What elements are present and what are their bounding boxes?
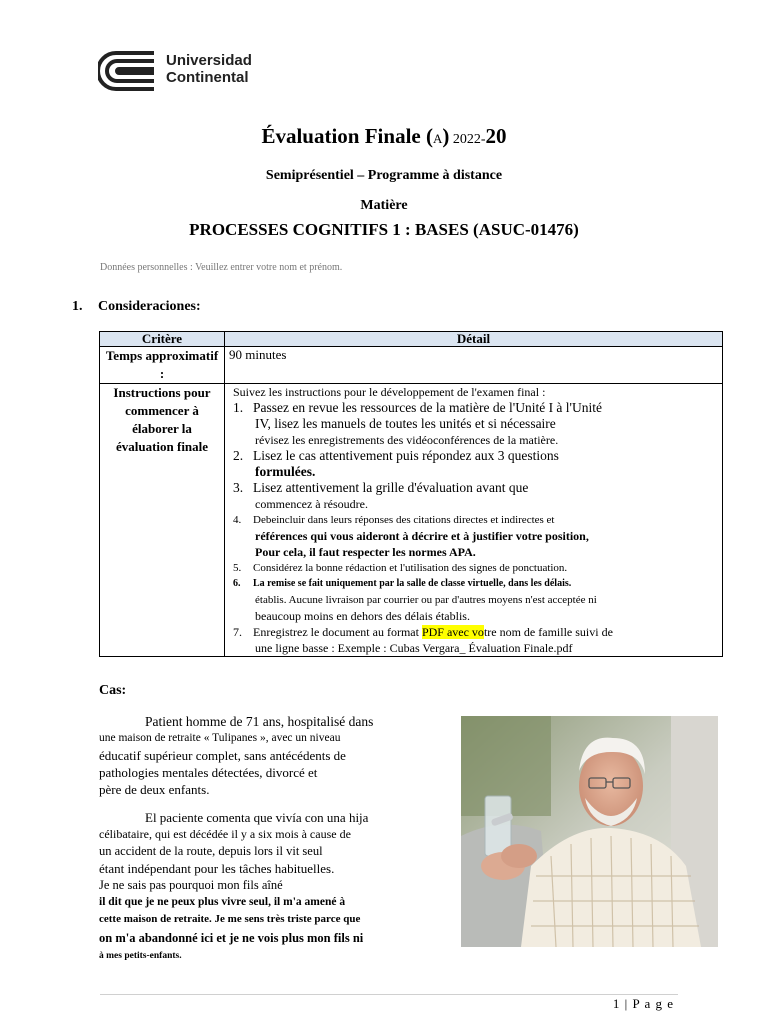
footer-divider bbox=[100, 994, 678, 995]
list-item: 3. Lisez attentivement la grille d'évaluation avant que commencez à résoudre. bbox=[233, 480, 529, 511]
logo-line-1: Universidad bbox=[166, 52, 252, 69]
time-label: Temps approximatif : bbox=[100, 347, 225, 384]
list-item: 4. Debeincluir dans leurs réponses des citations directes et indirectes et références qui vous aideront à décrire et à justifier votre position, Pour cela, il faut respecter les normes APA. bbox=[233, 514, 589, 559]
university-logo bbox=[98, 48, 258, 94]
list-item: 6. La remise se fait uniquement par la salle de classe virtuelle, dans les délais. établis. Aucune livraison par courrier ou par d'autres moyens n'est acceptée ni beaucoup moins en dehors des délais établis. bbox=[233, 578, 597, 623]
instructions-list bbox=[229, 400, 718, 656]
table-row bbox=[100, 384, 723, 657]
subtitle: Semiprésentiel – Programme à distance bbox=[265, 168, 503, 183]
logo-line-2: Continental bbox=[166, 69, 249, 86]
table-header: Détail bbox=[225, 332, 723, 347]
case-paragraph-1: Patient homme de 71 ans, hospitalisé dans une maison de retraite « Tulipanes », avec un niveau éducatif supérieur complet, sans antécédents de pathologies mentales détectées, divorcé et père de deux enfants. bbox=[99, 714, 374, 797]
logo-emblem-icon bbox=[98, 50, 158, 92]
table-header: Critère bbox=[100, 332, 225, 347]
personal-data-field[interactable]: Données personnelles : Veuillez entrer votre nom et prénom. bbox=[100, 262, 343, 273]
list-item: 2. Lisez le cas attentivement puis répondez aux 3 questions formulées. bbox=[233, 448, 559, 479]
instructions-cell bbox=[225, 384, 723, 657]
table-header-row bbox=[100, 332, 723, 347]
list-item: 7. Enregistrez le document au format PDF avec votre nom de famille suivi de une ligne basse : Exemple : Cubas Vergara_ Évaluation Finale.pdf bbox=[233, 625, 613, 655]
table-row bbox=[100, 347, 723, 384]
instructions-intro: Suivez les instructions pour le développement de l'examen final : bbox=[233, 385, 546, 399]
list-item: 1. Passez en revue les ressources de la matière de l'Unité I à l'Unité IV, lisez les manuels de toutes les unités et si nécessaire révisez les enregistrements des vidéoconférences de la matière. bbox=[233, 400, 602, 447]
section-heading: 1. Consideraciones: bbox=[72, 299, 201, 314]
time-value: 90 minutes bbox=[225, 347, 723, 384]
criteria-table bbox=[99, 331, 723, 657]
course-title: PROCESSES COGNITIFS 1 : BASES (ASUC-01476) bbox=[189, 220, 579, 239]
page-title: Évaluation Finale (A) 2022-20 bbox=[261, 124, 507, 148]
highlighted-text: PDF avec vo bbox=[421, 625, 484, 639]
matiere-label: Matière bbox=[360, 198, 408, 213]
elderly-patient-photo bbox=[461, 716, 718, 947]
page-number: 1 | P a g e bbox=[612, 996, 674, 1011]
case-paragraph-2: El paciente comenta que vivía con una hija célibataire, qui est décédée il y a six mois à cause de un accident de la route, depuis lors il vit seul étant indépendant pour les tâches habituelles. Je ne sais pas pourquoi mon fils aîné il dit que je ne peux plus vivre seul, il m'a amené à cette maison de retraite. Je me sens très triste parce que on m'a abandonné ici et je ne vois plus mon fils ni à mes petits-enfants. bbox=[99, 810, 369, 961]
case-heading: Cas: bbox=[99, 683, 127, 698]
list-item: 5. Considérez la bonne rédaction et l'utilisation des signes de ponctuation. bbox=[233, 562, 568, 574]
instructions-label: Instructions pour commencer à élaborer la évaluation finale bbox=[100, 384, 225, 657]
